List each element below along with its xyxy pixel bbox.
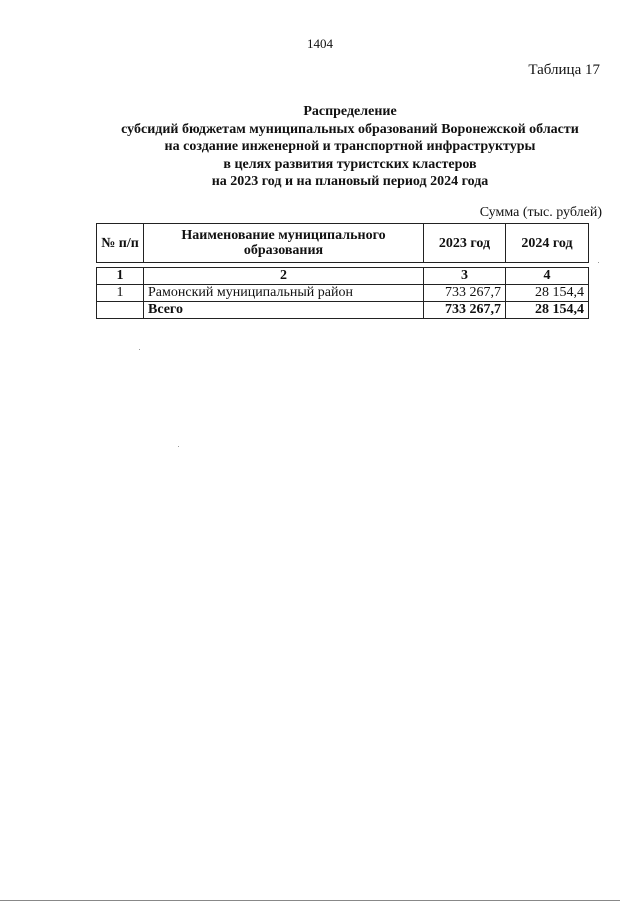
- title-line: в целях развития туристских кластеров: [223, 156, 477, 172]
- row-value-2023: 733 267,7: [424, 285, 506, 302]
- column-number: 2: [144, 268, 424, 285]
- table-row: [97, 285, 589, 302]
- speck: [598, 262, 599, 263]
- total-row: [97, 302, 589, 319]
- row-number: 1: [97, 285, 144, 302]
- column-number: 4: [506, 268, 589, 285]
- title-line: на создание инженерной и транспортной инфраструктуры: [164, 139, 536, 154]
- header-2024: 2024 год: [506, 224, 589, 263]
- table-header: [96, 223, 589, 263]
- total-value-2024: 28 154,4: [506, 302, 589, 319]
- total-label: Всего: [144, 302, 424, 319]
- row-value-2024: 28 154,4: [506, 285, 589, 302]
- title-line: на 2023 год и на плановый период 2024 года: [211, 174, 489, 189]
- speck: [178, 446, 179, 447]
- data-table: [96, 267, 589, 319]
- column-number: 3: [424, 268, 506, 285]
- title-line: Распределение: [303, 104, 397, 119]
- total-empty-cell: [97, 302, 144, 319]
- header-num: № п/п: [97, 224, 144, 263]
- footer-line: [0, 900, 620, 901]
- table-label: Таблица 17: [528, 62, 600, 78]
- units-label: Сумма (тыс. рублей): [479, 205, 602, 220]
- row-name: Рамонский муниципальный район: [144, 285, 424, 302]
- column-number-row: [97, 268, 589, 285]
- document-title: [60, 103, 640, 191]
- header-2023: 2023 год: [424, 224, 506, 263]
- total-value-2023: 733 267,7: [424, 302, 506, 319]
- column-number: 1: [97, 268, 144, 285]
- speck: [139, 349, 140, 350]
- header-name: Наименование муниципального образования: [144, 224, 424, 263]
- page-number: 1404: [307, 36, 333, 51]
- title-line: субсидий бюджетам муниципальных образований Воронежской области: [121, 121, 579, 137]
- header-row: [97, 224, 589, 263]
